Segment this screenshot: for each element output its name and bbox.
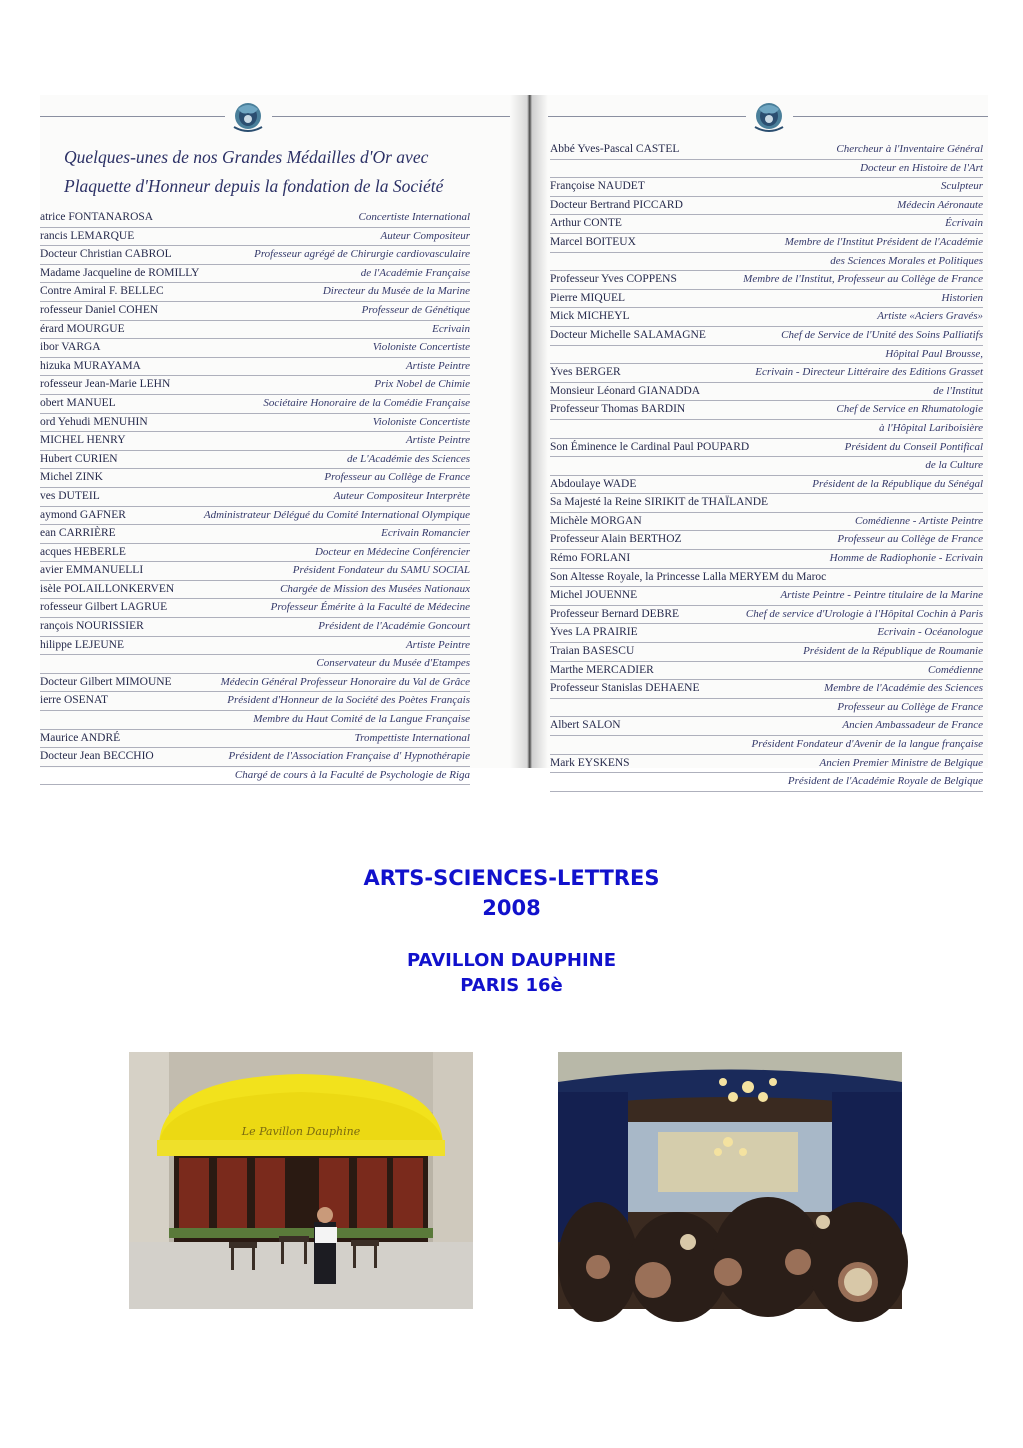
honoree-title: de L'Académie des Sciences	[347, 452, 470, 465]
honoree-name: Hubert CURIEN	[40, 452, 118, 465]
honoree-title: Docteur en Médecine Conférencier	[314, 545, 470, 558]
event-year: 2008	[482, 896, 541, 920]
honoree-title: Chef de Service en Rhumatologie	[836, 403, 983, 416]
honoree-row	[40, 358, 470, 377]
heading-line-2: Plaquette d'Honneur depuis la fondation de la Société	[64, 176, 444, 196]
honoree-name: Michel JOUENNE	[550, 589, 638, 602]
honoree-title: Chargée de Mission des Musées Nationaux	[280, 582, 470, 595]
honoree-title: Comédienne - Artiste Peintre	[855, 514, 983, 527]
honoree-row	[40, 655, 470, 674]
honoree-title: Violoniste Concertiste	[372, 341, 470, 354]
honoree-name: Rémo FORLANI	[550, 552, 631, 565]
honoree-row	[550, 271, 983, 290]
honoree-row	[550, 494, 983, 513]
honoree-title: Professeur au Collège de France	[324, 471, 470, 484]
honoree-title: Directeur du Musée de la Marine	[322, 285, 470, 298]
honoree-name: ibor VARGA	[40, 341, 101, 354]
honoree-title: Chargé de cours à la Faculté de Psychologie de Riga	[234, 768, 470, 781]
reception-hall-photo	[558, 1052, 902, 1309]
honoree-name: obert MANUEL	[40, 396, 116, 409]
honoree-title: Trompettiste International	[354, 731, 470, 744]
honoree-row	[40, 228, 470, 247]
honoree-row	[40, 414, 470, 433]
honoree-row	[40, 599, 470, 618]
honoree-name: Son Éminence le Cardinal Paul POUPARD	[550, 440, 750, 453]
awning-sign: Le Pavillon Dauphine	[241, 1125, 361, 1138]
honoree-title: à l'Hôpital Lariboisière	[878, 421, 983, 434]
honoree-title: Ecrivain - Océanologue	[877, 626, 983, 639]
honoree-title: Médecin Aéronaute	[897, 198, 983, 211]
honoree-title: Chef de Service de l'Unité des Soins Palliatifs	[781, 328, 983, 341]
honoree-name: Françoise NAUDET	[550, 180, 645, 193]
honoree-name: rofesseur Jean-Marie LEHN	[40, 378, 171, 391]
honoree-row	[550, 736, 983, 755]
honoree-row	[40, 525, 470, 544]
honoree-name: isèle POLAILLONKERVEN	[40, 582, 175, 595]
honoree-name: Docteur Bertrand PICCARD	[550, 198, 683, 211]
honoree-title: Administrateur Délégué du Comité International Olympique	[203, 508, 470, 521]
honoree-name: ord Yehudi MENUHIN	[40, 415, 148, 428]
honoree-name: Traian BASESCU	[550, 645, 635, 658]
pavillon-exterior-photo	[129, 1052, 473, 1309]
event-title: ARTS-SCIENCES-LETTRES	[363, 866, 660, 890]
honoree-row	[40, 562, 470, 581]
honoree-row	[40, 674, 470, 693]
honoree-row	[550, 643, 983, 662]
honoree-row	[40, 432, 470, 451]
honoree-name: Abdoulaye WADE	[550, 477, 637, 490]
honoree-row	[40, 265, 470, 284]
honoree-row	[550, 383, 983, 402]
honoree-name: Marcel BOITEUX	[550, 235, 636, 248]
honoree-title: Prix Nobel de Chimie	[374, 378, 470, 391]
honoree-name: Yves LA PRAIRIE	[550, 626, 638, 639]
honoree-title: Président de l'Académie Goncourt	[318, 620, 470, 633]
honoree-row	[40, 730, 470, 749]
honoree-name: Contre Amiral F. BELLEC	[40, 285, 164, 298]
honoree-title: Ecrivain	[432, 322, 470, 335]
honoree-row	[40, 711, 470, 730]
honoree-title: Professeur agrégé de Chirurgie cardiovasculaire	[254, 248, 470, 261]
honoree-row	[550, 717, 983, 736]
honoree-title: Ancien Premier Ministre de Belgique	[819, 756, 983, 769]
heading-line-1: Quelques-unes de nos Grandes Médailles d'Or avec	[64, 147, 429, 167]
honoree-name: Docteur Michelle SALAMAGNE	[550, 328, 706, 341]
honoree-name: hilippe LEJEUNE	[40, 638, 124, 651]
event-city: PARIS 16è	[460, 975, 563, 996]
honoree-name: Mick MICHEYL	[550, 310, 630, 323]
right-honoree-list	[550, 141, 983, 792]
honoree-name: Pierre MIQUEL	[550, 291, 626, 304]
emblem-icon	[230, 99, 266, 133]
honoree-row	[550, 253, 983, 272]
honoree-title: Artiste Peintre	[405, 638, 470, 651]
honoree-name: Mark EYSKENS	[550, 756, 630, 769]
honoree-title: Concertiste International	[358, 211, 470, 223]
honoree-row	[550, 755, 983, 774]
honoree-title: Médecin Général Professeur Honoraire du Val de Grâce	[220, 675, 470, 688]
honoree-row	[550, 420, 983, 439]
honoree-name: Marthe MERCADIER	[550, 663, 654, 676]
honoree-name: ean CARRIÈRE	[40, 527, 116, 540]
honoree-row	[40, 339, 470, 358]
honoree-name: Arthur CONTE	[550, 217, 622, 230]
honoree-row	[40, 618, 470, 637]
honoree-title: des Sciences Morales et Politiques	[830, 254, 983, 267]
honoree-name: Michèle MORGAN	[550, 514, 642, 527]
left-ornament	[40, 99, 510, 131]
honoree-row	[550, 662, 983, 681]
honoree-title: Président Fondateur du SAMU SOCIAL	[292, 564, 470, 577]
honoree-title: Comédienne	[928, 663, 983, 676]
honoree-title: Écrivain	[945, 217, 983, 230]
honoree-title: Ecrivain Romancier	[381, 527, 470, 540]
honoree-row	[550, 550, 983, 569]
honoree-title: Ecrivain - Directeur Littéraire des Editions Grasset	[755, 366, 983, 379]
honoree-title: Professeur au Collège de France	[837, 700, 983, 713]
honoree-name: rancis LEMARQUE	[40, 229, 135, 242]
honoree-title: Président de la République du Sénégal	[812, 477, 983, 490]
honoree-name: Michel ZINK	[40, 471, 103, 484]
honoree-name: Maurice ANDRÉ	[40, 731, 121, 744]
honoree-name: ierre OSENAT	[40, 694, 109, 707]
honoree-title: Sociétaire Honoraire de la Comédie Française	[263, 396, 470, 409]
honoree-row	[550, 699, 983, 718]
honoree-title: Président de l'Académie Royale de Belgique	[787, 775, 983, 788]
honoree-row	[550, 624, 983, 643]
honoree-title: de l'Institut	[933, 384, 983, 397]
honoree-title: Président de la République de Roumanie	[803, 645, 983, 658]
honoree-row	[40, 488, 470, 507]
honoree-title: de l'Académie Française	[360, 266, 470, 279]
booklet-spine	[510, 95, 548, 768]
honoree-title: Professeur de Génétique	[361, 303, 470, 316]
honoree-title: Conservateur du Musée d'Etampes	[316, 657, 470, 670]
honoree-title: Président de l'Association Française d' Hypnothérapie	[228, 750, 470, 763]
honoree-title: Membre du Haut Comité de la Langue Française	[253, 713, 470, 726]
honoree-title: Auteur Compositeur	[380, 229, 470, 242]
honoree-title: Professeur Émérite à la Faculté de Médecine	[270, 601, 470, 614]
honoree-title: Homme de Radiophonie - Ecrivain	[829, 552, 983, 565]
honoree-name: érard MOURGUE	[40, 322, 125, 335]
event-venue: PAVILLON DAUPHINE	[406, 950, 617, 971]
honoree-title: Artiste Peintre	[405, 434, 470, 447]
honoree-name: Professeur Yves COPPENS	[550, 273, 677, 286]
honoree-name: Docteur Gilbert MIMOUNE	[40, 675, 172, 688]
honoree-title: Chercheur à l'Inventaire Général	[836, 143, 983, 155]
honoree-row	[550, 215, 983, 234]
honoree-title: Président Fondateur d'Avenir de la langue française	[751, 738, 983, 750]
honoree-name: Docteur Christian CABROL	[40, 248, 172, 261]
honoree-name: rofesseur Daniel COHEN	[40, 303, 159, 316]
honoree-name: Professeur Bernard DEBRE	[550, 607, 680, 620]
honoree-row	[40, 209, 470, 228]
honoree-name: rançois NOURISSIER	[40, 620, 144, 633]
honoree-row	[40, 507, 470, 526]
honoree-title: Artiste Peintre - Peintre titulaire de la Marine	[780, 589, 983, 602]
honoree-row	[40, 451, 470, 470]
honoree-row	[550, 569, 983, 588]
honoree-title: Membre de l'Institut Président de l'Académie	[784, 235, 983, 248]
honoree-title: Président du Conseil Pontifical	[844, 440, 983, 453]
honoree-title: Docteur en Histoire de l'Art	[860, 161, 983, 174]
honoree-name: Professeur Stanislas DEHAENE	[550, 682, 700, 695]
honoree-name: rofesseur Gilbert LAGRUE	[40, 601, 168, 614]
honoree-row	[550, 531, 983, 550]
honoree-title: Artiste Peintre	[405, 359, 470, 372]
honoree-row	[40, 376, 470, 395]
honoree-row	[550, 587, 983, 606]
honoree-row	[40, 637, 470, 656]
honoree-title: Violoniste Concertiste	[372, 415, 470, 428]
honoree-row	[40, 395, 470, 414]
honoree-row	[40, 302, 470, 321]
honoree-row	[40, 692, 470, 711]
honoree-row	[550, 364, 983, 383]
honoree-name: Abbé Yves-Pascal CASTEL	[550, 143, 680, 155]
honoree-row	[40, 544, 470, 563]
honoree-row	[550, 160, 983, 179]
honoree-row	[550, 439, 983, 458]
honoree-row	[550, 401, 983, 420]
left-page	[40, 95, 510, 781]
honoree-row	[550, 476, 983, 495]
honoree-row	[550, 606, 983, 625]
honoree-row	[550, 308, 983, 327]
honoree-name: aymond GAFNER	[40, 508, 126, 521]
honoree-title: Président d'Honneur de la Société des Poètes Français	[227, 694, 470, 707]
scanned-booklet	[40, 95, 988, 788]
honoree-title: de la Culture	[925, 459, 983, 472]
honoree-row	[550, 513, 983, 532]
emblem-icon	[751, 99, 787, 133]
honoree-name: hizuka MURAYAMA	[40, 359, 141, 372]
honoree-row	[550, 773, 983, 792]
honoree-name: Albert SALON	[550, 719, 621, 732]
honoree-title: Membre de l'Institut, Professeur au Collège de France	[743, 273, 983, 286]
honoree-name: MICHEL HENRY	[40, 434, 126, 447]
honoree-row	[550, 197, 983, 216]
honoree-name: Monsieur Léonard GIANADDA	[550, 384, 701, 397]
honoree-row	[40, 581, 470, 600]
honoree-row	[40, 283, 470, 302]
honoree-row	[550, 234, 983, 253]
honoree-row	[40, 321, 470, 340]
honoree-name: Sa Majesté la Reine SIRIKIT de THAÏLANDE	[550, 496, 769, 509]
honoree-row	[550, 457, 983, 476]
honoree-row	[40, 748, 470, 767]
left-honoree-list	[40, 209, 470, 785]
honoree-row	[40, 767, 470, 786]
honoree-row	[550, 327, 983, 346]
honoree-name: Yves BERGER	[550, 366, 621, 379]
honoree-row	[40, 469, 470, 488]
honoree-title: Ancien Ambassadeur de France	[842, 719, 983, 732]
honoree-title: Membre de l'Académie des Sciences	[824, 682, 983, 695]
honoree-title: Artiste «Aciers Gravés»	[877, 310, 983, 323]
honoree-title: Sculpteur	[940, 180, 983, 193]
honoree-row	[40, 246, 470, 265]
honoree-name: Professeur Alain BERTHOZ	[550, 533, 682, 546]
honoree-name: Madame Jacqueline de ROMILLY	[40, 266, 200, 279]
honoree-title: Auteur Compositeur Interprète	[333, 489, 470, 502]
honoree-row	[550, 680, 983, 699]
honoree-row	[550, 346, 983, 365]
honoree-title: Professeur au Collège de France	[837, 533, 983, 546]
honoree-name: atrice FONTANAROSA	[40, 211, 154, 223]
honoree-row	[550, 290, 983, 309]
honoree-title: Hôpital Paul Brousse,	[885, 347, 983, 360]
right-ornament	[548, 99, 988, 131]
honoree-name: avier EMMANUELLI	[40, 564, 144, 577]
honoree-name: Docteur Jean BECCHIO	[40, 750, 154, 763]
right-page	[548, 95, 988, 788]
honoree-name: Professeur Thomas BARDIN	[550, 403, 686, 416]
honoree-title: Chef de service d'Urologie à l'Hôpital Cochin à Paris	[745, 607, 983, 620]
honoree-name: acques HEBERLE	[40, 545, 126, 558]
honoree-name: Son Altesse Royale, la Princesse Lalla MERYEM du Maroc	[550, 570, 827, 583]
honoree-row	[550, 178, 983, 197]
honoree-row	[550, 141, 983, 160]
honoree-name: ves DUTEIL	[40, 489, 100, 502]
honoree-title: Historien	[941, 291, 983, 304]
honors-heading	[64, 143, 494, 201]
